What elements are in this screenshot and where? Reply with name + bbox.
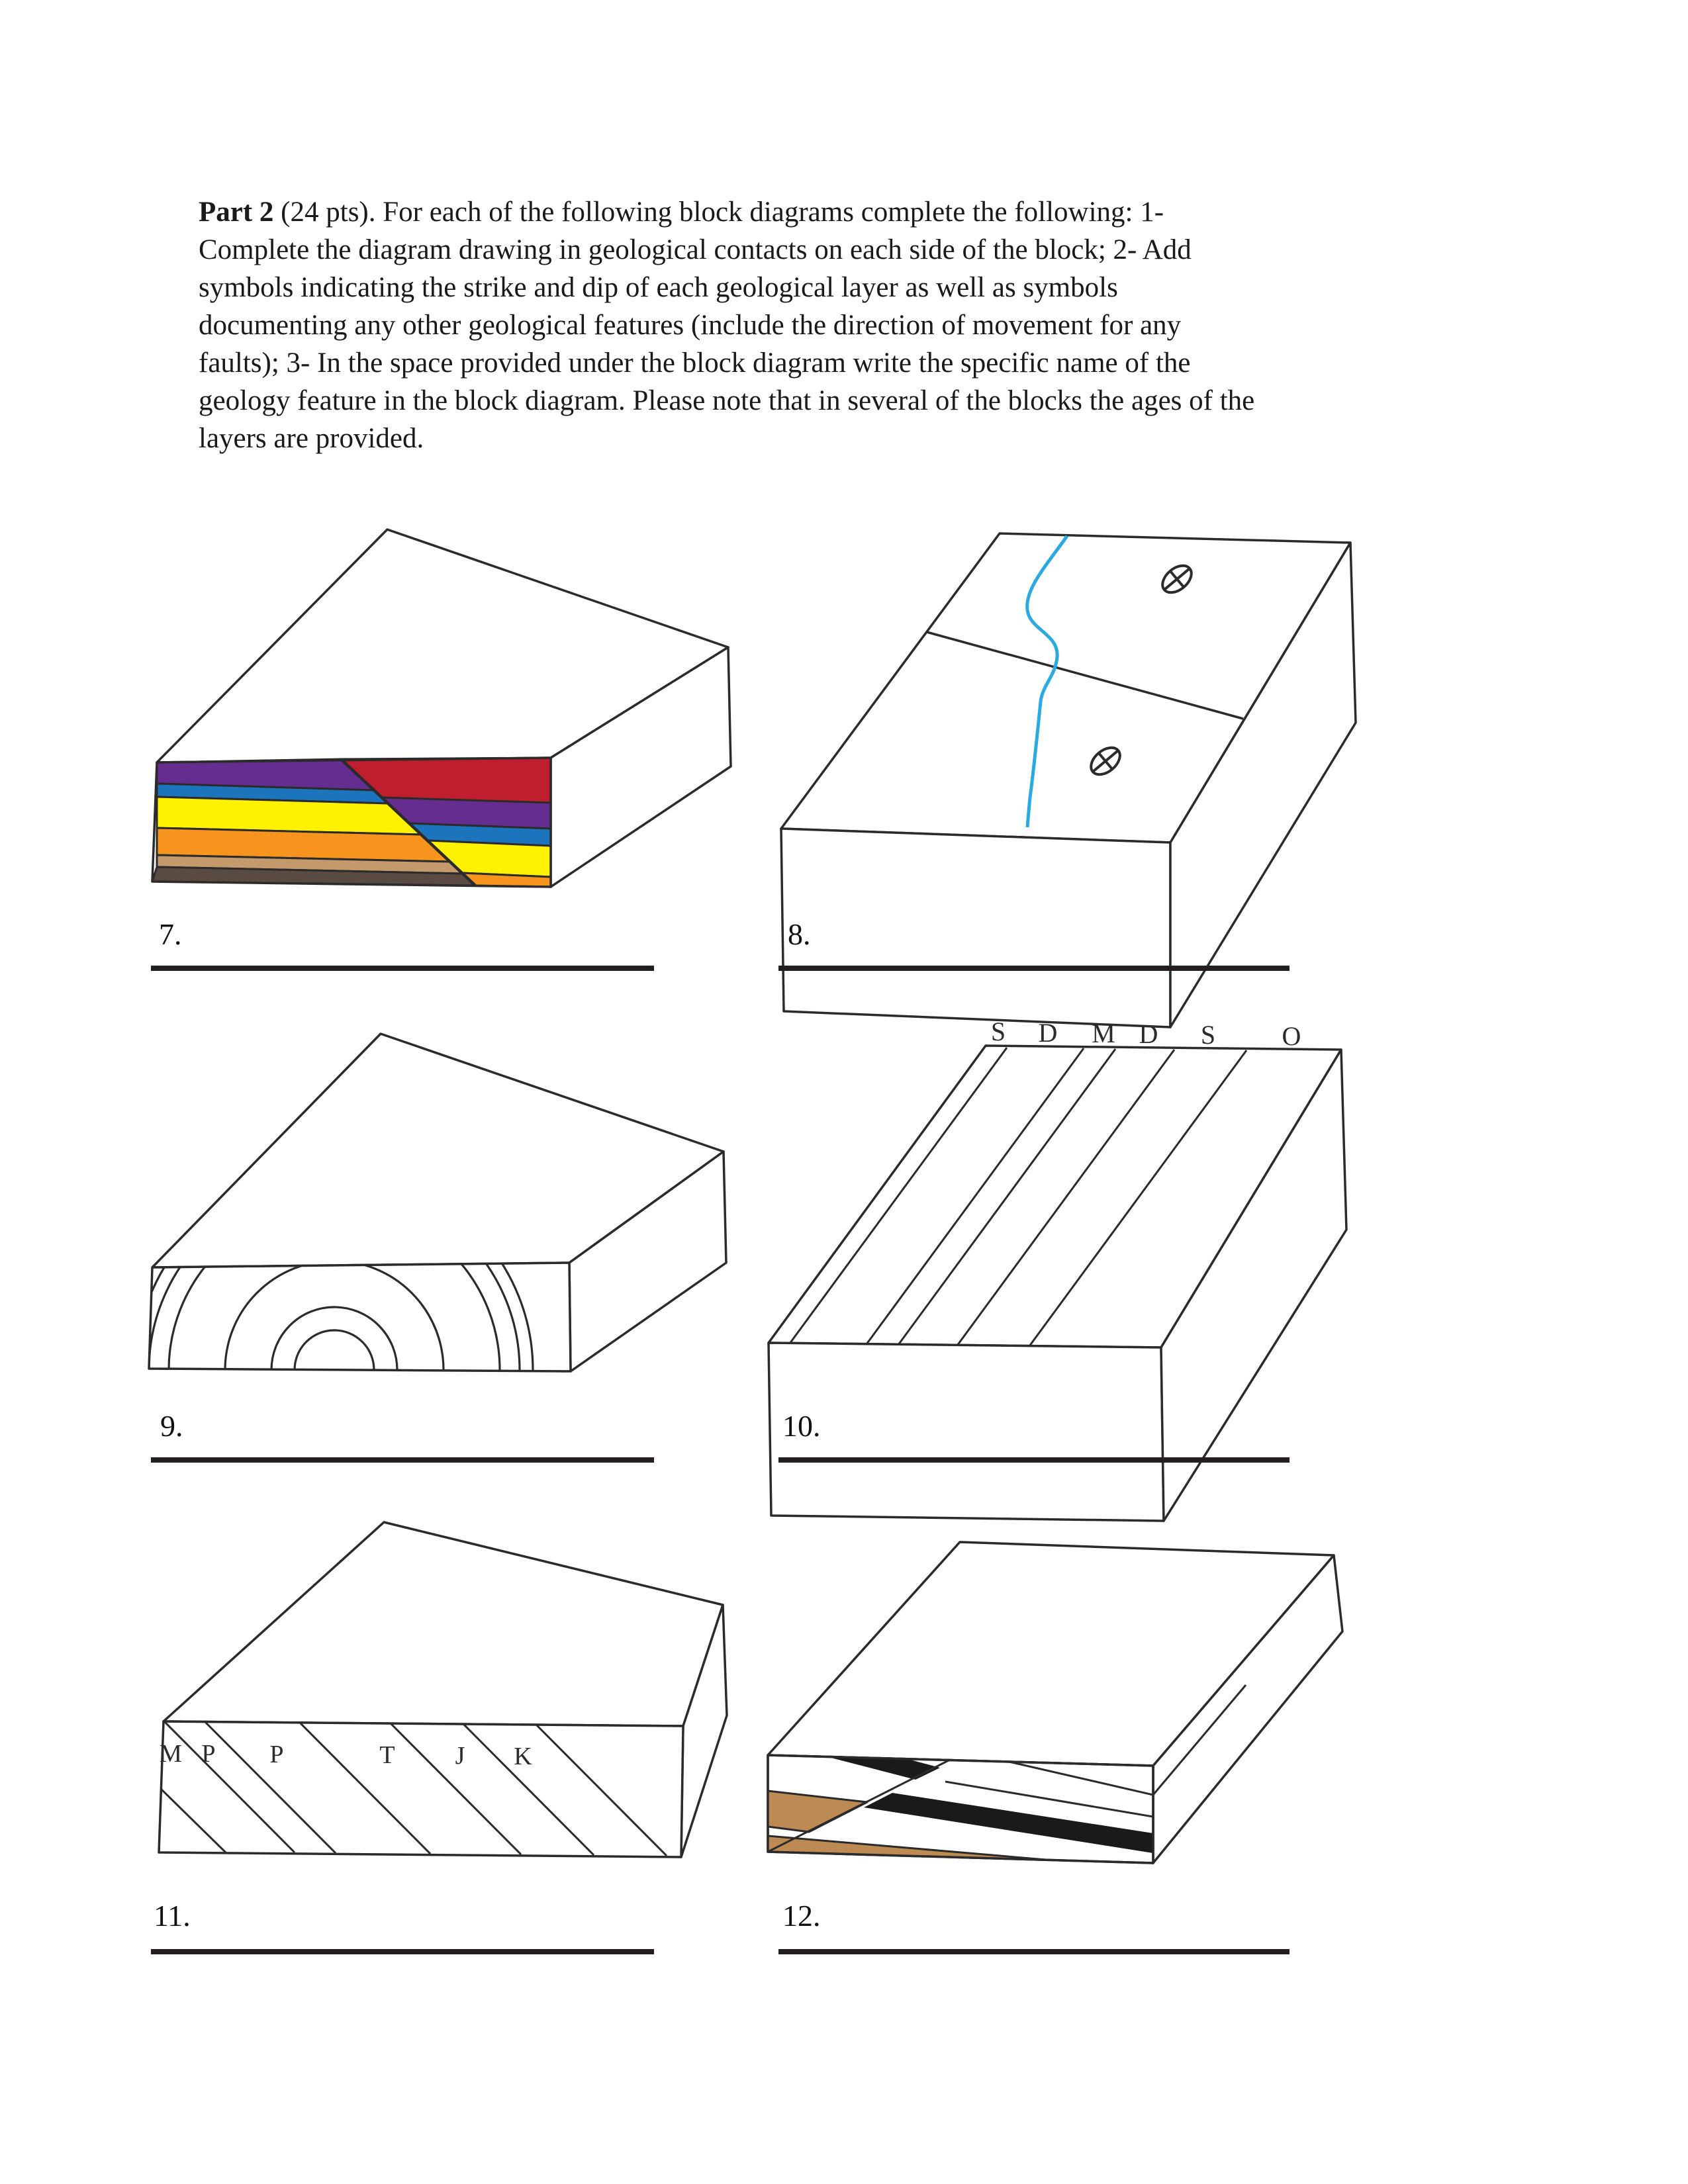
- answer-line-7: [151, 966, 654, 971]
- instruction-line: layers are provided.: [199, 423, 424, 454]
- instruction-line: symbols indicating the strike and dip of each geological layer as well as symbols: [199, 272, 1118, 303]
- age-label: P: [269, 1741, 284, 1768]
- question-number-10: 10.: [782, 1409, 821, 1443]
- answer-line-12: [778, 1949, 1289, 1954]
- age-label: T: [379, 1741, 395, 1769]
- block-10-diagram: [769, 1017, 1346, 1521]
- question-number-12: 12.: [782, 1899, 821, 1933]
- answer-line-8: [778, 966, 1289, 971]
- block11-top-face: [164, 1522, 723, 1726]
- question-number-9: 9.: [160, 1409, 183, 1443]
- answer-line-10: [778, 1457, 1289, 1463]
- age-label: P: [201, 1740, 216, 1768]
- instruction-line: Complete the diagram drawing in geological contacts on each side of the block; 2- Add: [199, 234, 1192, 265]
- instruction-line: Part 2 (24 pts). For each of the following block diagrams complete the following: 1-: [199, 197, 1164, 228]
- block10-front-face: [769, 1343, 1164, 1521]
- block8-front-face: [781, 829, 1170, 1027]
- answer-line-9: [151, 1457, 654, 1463]
- block-9-diagram: [136, 1034, 726, 1569]
- age-label: M: [160, 1740, 182, 1768]
- age-label: D: [1139, 1019, 1158, 1049]
- age-label: K: [514, 1743, 532, 1770]
- question-number-11: 11.: [154, 1899, 191, 1933]
- instruction-line: geology feature in the block diagram. Please note that in several of the blocks the ages of the: [199, 385, 1255, 416]
- age-label: S: [990, 1017, 1006, 1046]
- block9-front-face: [149, 1263, 571, 1371]
- question-number-7: 7.: [159, 917, 182, 951]
- age-label: M: [1092, 1019, 1115, 1048]
- age-label: O: [1282, 1021, 1301, 1051]
- instruction-line: faults); 3- In the space provided under the block diagram write the specific name of the: [199, 347, 1191, 379]
- instruction-line: documenting any other geological features (include the direction of movement for any: [199, 310, 1182, 341]
- block11-front-face: [159, 1721, 683, 1857]
- part-label: Part 2: [199, 197, 274, 228]
- question-number-8: 8.: [788, 917, 811, 951]
- block-11-diagram: [159, 1522, 727, 1857]
- age-label: J: [455, 1742, 465, 1770]
- block-12-diagram: [768, 1542, 1342, 1863]
- answer-line-11: [151, 1949, 654, 1954]
- block-7-diagram: [152, 529, 731, 887]
- age-label: D: [1038, 1018, 1058, 1048]
- block-8-diagram: [781, 533, 1356, 1027]
- age-label: S: [1200, 1020, 1216, 1050]
